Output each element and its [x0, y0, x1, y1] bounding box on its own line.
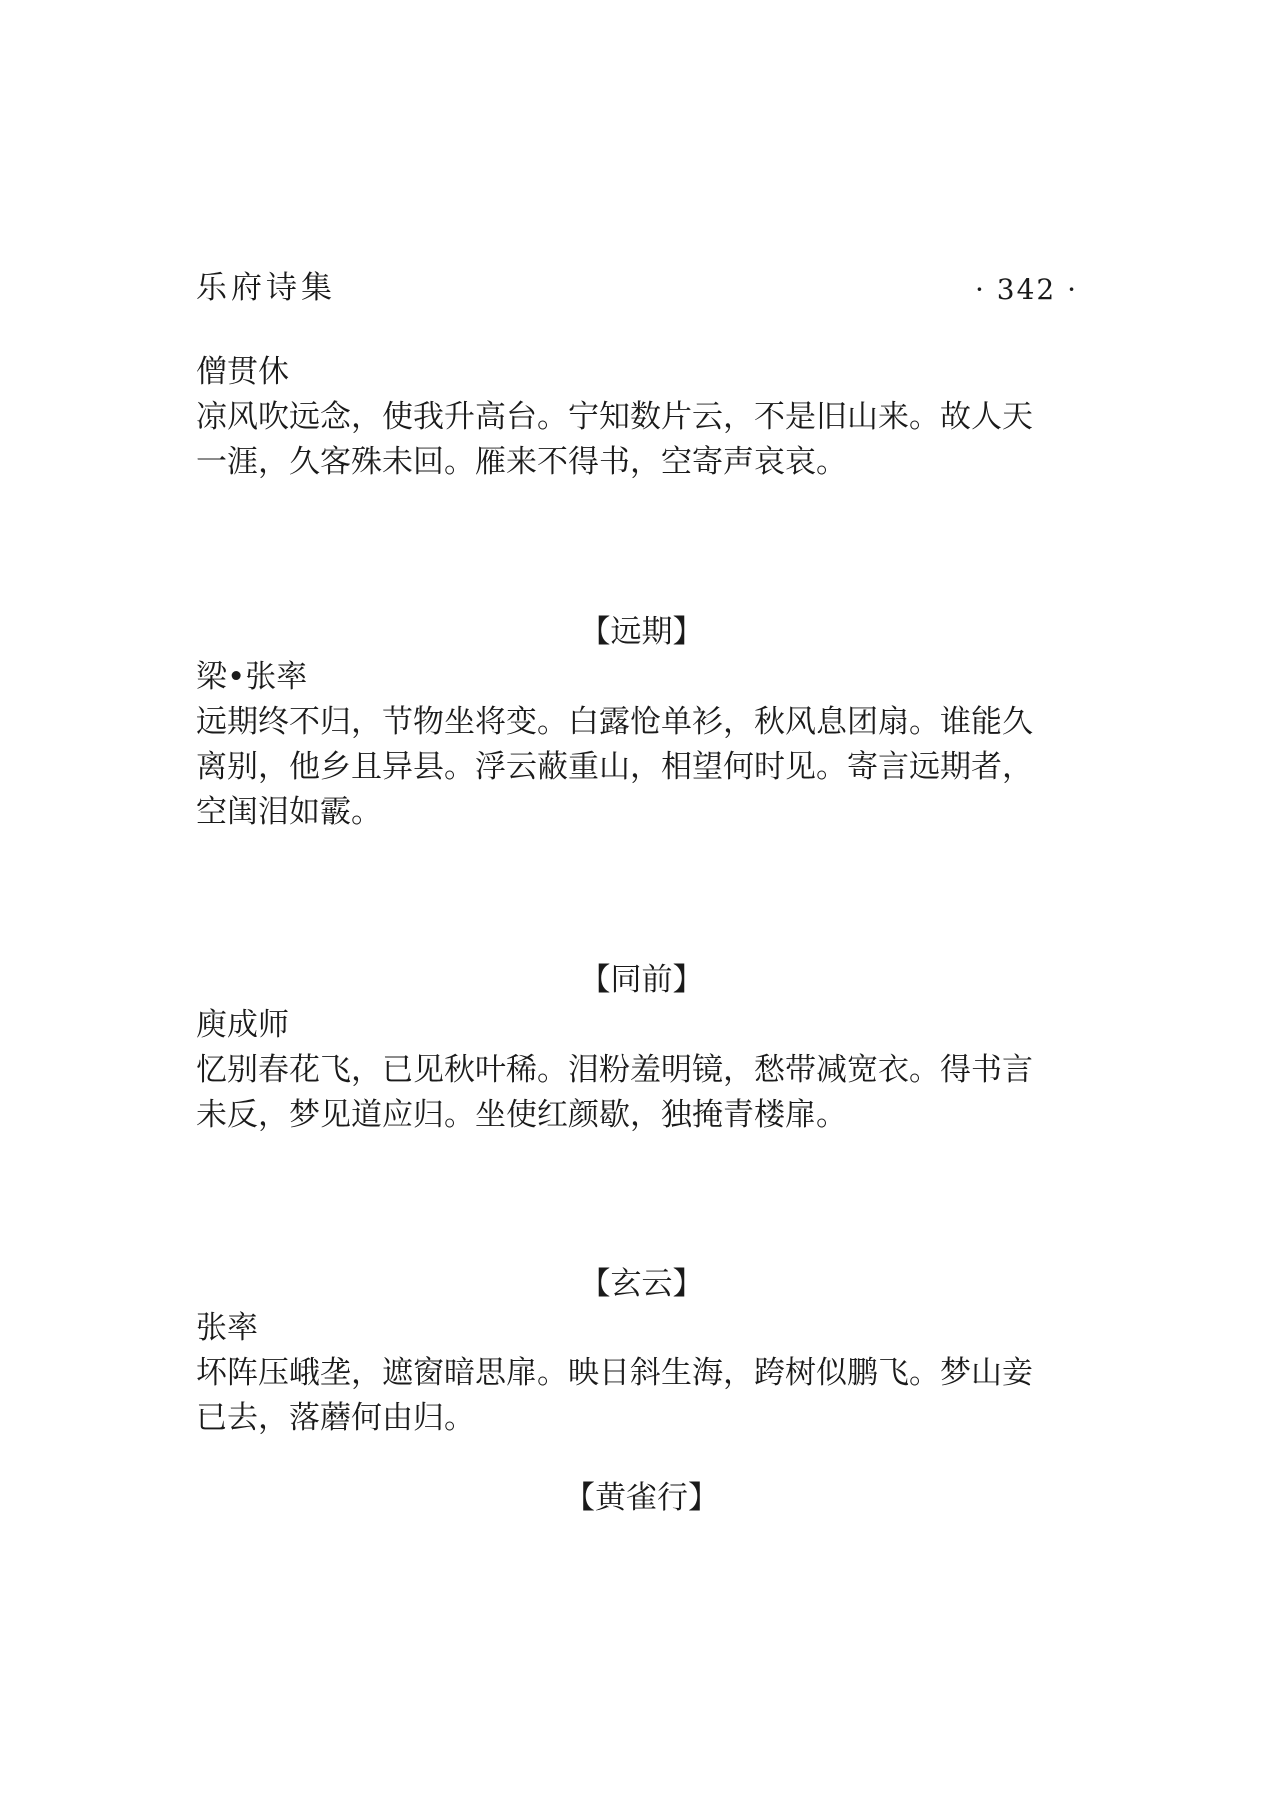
author-name: 梁•张率	[196, 659, 308, 695]
author-name: 张率	[196, 1310, 258, 1346]
author-name: 僧贯休	[196, 354, 289, 390]
poem-title	[0, 958, 1283, 1003]
poem-line: 未反，梦见道应归。坐使红颜歇，独掩青楼扉。	[196, 1097, 847, 1133]
poem-line: 离别，他乡且异县。浮云蔽重山，相望何时见。寄言远期者，	[196, 749, 1033, 785]
author-name: 庾成师	[196, 1007, 289, 1043]
poem-title-text: 【远期】	[579, 614, 704, 650]
poem-title	[0, 1476, 1283, 1521]
poem-line: 远期终不归，节物坐将变。白露怆单衫，秋风息团扇。谁能久	[196, 704, 1033, 740]
poem-title	[0, 1262, 1283, 1307]
poem-line: 已去，落蘑何由归。	[196, 1400, 475, 1436]
poem-line: 忆别春花飞，已见秋叶稀。泪粉羞明镜，愁带减宽衣。得书言	[196, 1052, 1033, 1088]
poem-title-text: 【同前】	[579, 962, 704, 998]
poem-title	[0, 610, 1283, 655]
page-number: · 342 ·	[974, 273, 1078, 306]
poem-title-text: 【黄雀行】	[564, 1480, 719, 1516]
poem-line: 一涯，久客殊未回。雁来不得书，空寄声哀哀。	[196, 444, 847, 480]
poem-title-text: 【玄云】	[579, 1266, 704, 1302]
poem-line: 空闺泪如霰。	[196, 794, 382, 830]
poem-line: 凉风吹远念，使我升高台。宁知数片云，不是旧山来。故人天	[196, 399, 1033, 435]
poem-line: 坏阵压峨垄，遮窗暗思扉。映日斜生海，跨树似鹏飞。梦山妾	[196, 1355, 1033, 1391]
book-title: 乐府诗集	[196, 270, 336, 306]
